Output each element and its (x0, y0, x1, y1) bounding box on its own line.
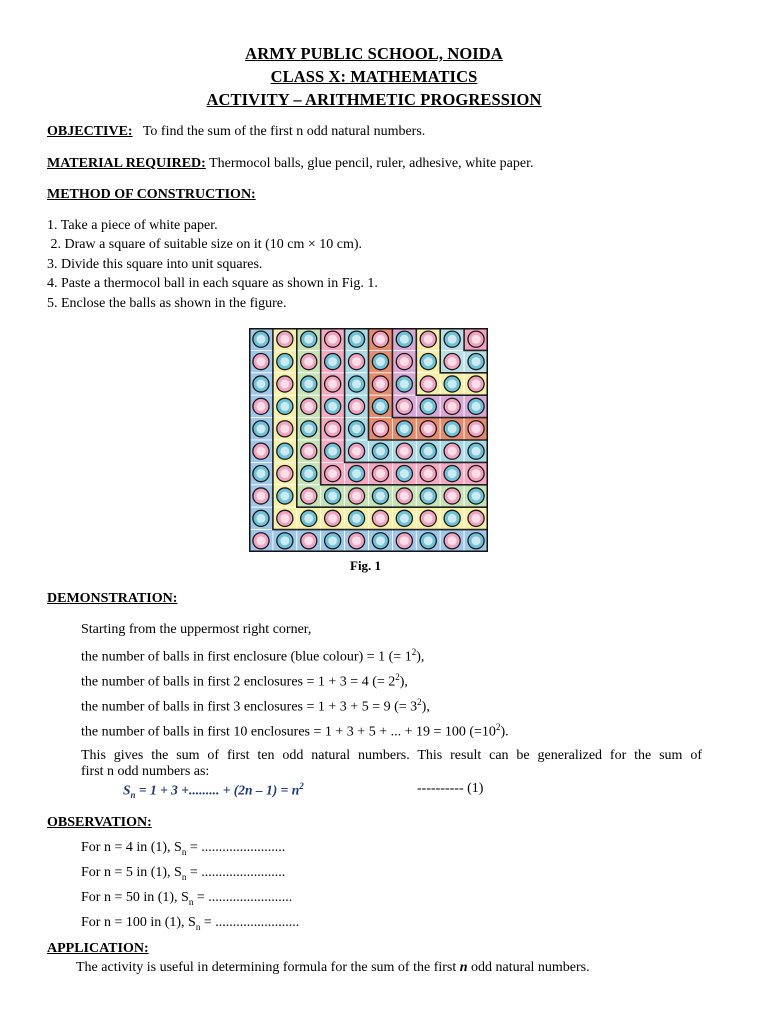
ball-highlight (448, 447, 457, 456)
demo-line-3 (81, 697, 430, 716)
activity-title: ACTIVITY – ARITHMETIC PROGRESSION (206, 90, 542, 109)
demo-line-3-end: ), (421, 699, 430, 715)
ball-highlight (376, 469, 385, 478)
ball-highlight (256, 492, 265, 501)
observation-text: For n = 100 in (1), S (81, 915, 196, 930)
ball-highlight (448, 492, 457, 501)
ball-highlight (424, 447, 433, 456)
ball-highlight (328, 402, 337, 411)
ball-highlight (304, 447, 313, 456)
formula-reference: ---------- (1) (417, 781, 484, 796)
ball-highlight (352, 514, 361, 523)
ball-highlight (472, 380, 481, 389)
method-step: 4. Paste a thermocol ball in each square as shown in Fig. 1. (47, 276, 378, 291)
ball-highlight (352, 536, 361, 545)
ball-highlight (280, 536, 289, 545)
observation-text: For n = 4 in (1), S (81, 840, 182, 855)
application-heading: APPLICATION: (47, 941, 149, 956)
ball-highlight (472, 536, 481, 545)
class-title: CLASS X: MATHEMATICS (270, 67, 478, 86)
ball-highlight (352, 380, 361, 389)
ball-highlight (352, 402, 361, 411)
ball-highlight (400, 469, 409, 478)
ball-highlight (280, 335, 289, 344)
method-heading: METHOD OF CONSTRUCTION: (47, 187, 256, 202)
ball-highlight (472, 424, 481, 433)
objective-label: OBJECTIVE: (47, 124, 133, 139)
ball-highlight (328, 424, 337, 433)
ball-highlight (400, 424, 409, 433)
ball-highlight (376, 335, 385, 344)
application-text-end: odd natural numbers. (467, 960, 590, 975)
application-text (76, 960, 590, 976)
ball-highlight (376, 402, 385, 411)
ball-highlight (376, 514, 385, 523)
ball-highlight (376, 536, 385, 545)
ball-highlight (256, 335, 265, 344)
observation-text: For n = 50 in (1), S (81, 890, 189, 905)
ball-highlight (424, 536, 433, 545)
ball-highlight (304, 402, 313, 411)
ball-highlight (424, 335, 433, 344)
ball-highlight (352, 447, 361, 456)
ball-highlight (400, 335, 409, 344)
generalization-line: This gives the sum of first ten odd natural numbers. This result can be generalized for the sum of (81, 748, 702, 763)
ball-highlight (424, 469, 433, 478)
ball-highlight (472, 357, 481, 366)
ball-highlight (400, 447, 409, 456)
exponent: 2 (417, 697, 422, 707)
material-line (47, 156, 534, 172)
ball-highlight (328, 335, 337, 344)
ball-highlight (424, 424, 433, 433)
ball-highlight (280, 402, 289, 411)
demonstration-heading: DEMONSTRATION: (47, 591, 178, 606)
ball-highlight (352, 424, 361, 433)
ball-highlight (448, 536, 457, 545)
ball-highlight (280, 380, 289, 389)
ball-highlight (256, 447, 265, 456)
ball-highlight (256, 357, 265, 366)
ball-highlight (376, 447, 385, 456)
ball-highlight (448, 514, 457, 523)
demo-line-4-text: the number of balls in first 10 enclosures = 1 + 3 + 5 + ... + 19 = 100 (=10 (81, 724, 496, 740)
ball-highlight (304, 380, 313, 389)
observation-blank: = ........................ (200, 915, 300, 930)
ball-highlight (280, 424, 289, 433)
ball-highlight (256, 380, 265, 389)
ball-highlight (376, 357, 385, 366)
ball-highlight (448, 402, 457, 411)
ball-highlight (376, 380, 385, 389)
observation-heading: OBSERVATION: (47, 815, 152, 830)
method-step: 2. Draw a square of suitable size on it (10 cm × 10 cm). (47, 237, 363, 252)
ball-highlight (304, 469, 313, 478)
observation-blank: = ........................ (186, 865, 286, 880)
demo-line-2-end: ), (399, 674, 408, 690)
ball-highlight (400, 536, 409, 545)
school-title: ARMY PUBLIC SCHOOL, NOIDA (245, 44, 503, 63)
generalization-line-2: first n odd numbers as: (81, 764, 210, 779)
demo-line-2 (81, 672, 408, 691)
observation-blank: = ........................ (186, 840, 286, 855)
objective-line (47, 124, 425, 140)
formula-body: = 1 + 3 +......... + (2n – 1) = n (135, 782, 300, 798)
formula-s: S (123, 782, 131, 798)
ball-highlight (400, 380, 409, 389)
ball-highlight (424, 380, 433, 389)
formula-exponent: 2 (299, 781, 304, 791)
observation-item (81, 865, 285, 882)
ball-highlight (328, 447, 337, 456)
demo-line-2-text: the number of balls in first 2 enclosures = 1 + 3 = 4 (= 2 (81, 674, 396, 690)
ball-highlight (256, 402, 265, 411)
ball-highlight (400, 402, 409, 411)
ball-highlight (472, 492, 481, 501)
ball-highlight (256, 424, 265, 433)
exponent: 2 (495, 722, 501, 732)
method-step: 1. Take a piece of white paper. (47, 218, 218, 233)
observation-item (81, 915, 299, 932)
application-text-start: The activity is useful in determining formula for the sum of the first (76, 960, 460, 975)
ball-highlight (376, 492, 385, 501)
demo-line-4-end: ). (500, 724, 509, 740)
italic-n: n (459, 960, 468, 975)
ball-highlight (472, 402, 481, 411)
ball-highlight (448, 335, 457, 344)
demo-line-4 (81, 722, 509, 741)
demo-line-1 (81, 647, 424, 666)
ball-highlight (304, 424, 313, 433)
ball-highlight (328, 380, 337, 389)
figure-caption: Fig. 1 (350, 558, 382, 573)
ball-highlight (448, 380, 457, 389)
ball-highlight (328, 469, 337, 478)
ball-highlight (400, 357, 409, 366)
ball-highlight (424, 402, 433, 411)
ball-highlight (424, 357, 433, 366)
ball-highlight (424, 492, 433, 501)
method-step: 5. Enclose the balls as shown in the figure. (47, 296, 287, 311)
objective-text: To find the sum of the first n odd natural numbers. (142, 124, 426, 139)
exponent: 2 (411, 647, 417, 657)
ball-highlight (448, 424, 457, 433)
ball-highlight (352, 357, 361, 366)
ball-highlight (424, 514, 433, 523)
ball-highlight (304, 492, 313, 501)
ball-highlight (328, 514, 337, 523)
ball-highlight (256, 469, 265, 478)
ball-highlight (304, 357, 313, 366)
demo-line-3-text: the number of balls in first 3 enclosures = 1 + 3 + 5 = 9 (= 3 (81, 699, 418, 715)
exponent: 2 (395, 672, 400, 682)
ball-highlight (304, 514, 313, 523)
demo-intro: Starting from the uppermost right corner, (81, 622, 312, 637)
subscript: n (181, 871, 187, 882)
formula-subscript: n (130, 790, 136, 801)
ball-highlight (448, 357, 457, 366)
observation-blank: = ........................ (193, 890, 293, 905)
ball-highlight (352, 335, 361, 344)
observation-item (81, 890, 292, 907)
ball-highlight (256, 536, 265, 545)
subscript: n (195, 921, 201, 932)
material-text: Thermocol balls, glue pencil, ruler, adhesive, white paper. (209, 156, 534, 171)
ball-grid-svg (249, 328, 488, 552)
ball-highlight (472, 514, 481, 523)
ball-highlight (472, 335, 481, 344)
ball-highlight (352, 469, 361, 478)
method-step: 3. Divide this square into unit squares. (47, 257, 263, 272)
sum-formula (123, 781, 304, 800)
ball-highlight (328, 536, 337, 545)
subscript: n (181, 846, 187, 857)
ball-highlight (280, 357, 289, 366)
ball-highlight (304, 335, 313, 344)
ball-grid-figure (249, 328, 488, 552)
material-label: MATERIAL REQUIRED: (47, 156, 206, 171)
demo-line-1-end: ), (416, 649, 425, 665)
ball-highlight (472, 447, 481, 456)
observation-text: For n = 5 in (1), S (81, 865, 182, 880)
observation-item (81, 840, 285, 857)
ball-highlight (448, 469, 457, 478)
ball-highlight (472, 469, 481, 478)
subscript: n (188, 896, 194, 907)
ball-highlight (400, 492, 409, 501)
ball-highlight (400, 514, 409, 523)
ball-highlight (256, 514, 265, 523)
ball-highlight (376, 424, 385, 433)
ball-highlight (280, 469, 289, 478)
demo-line-1-text: the number of balls in first enclosure (blue colour) = 1 (= 1 (81, 649, 412, 665)
ball-highlight (328, 492, 337, 501)
ball-highlight (280, 514, 289, 523)
ball-highlight (280, 492, 289, 501)
ball-highlight (304, 536, 313, 545)
ball-highlight (352, 492, 361, 501)
ball-highlight (328, 357, 337, 366)
ball-highlight (280, 447, 289, 456)
